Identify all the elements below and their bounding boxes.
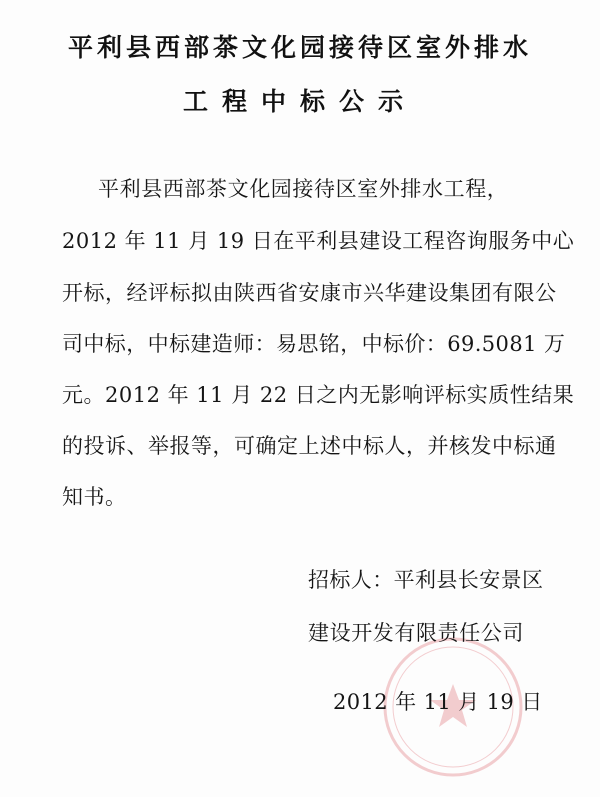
body-line-4: 司中标，中标建造师：易思铭，中标价：69.5081 万	[62, 332, 566, 356]
tenderer-line-2: 建设开发有限责任公司	[308, 621, 524, 645]
body-line-6: 的投诉、举报等，可确定上述中标人，并核发中标通	[62, 434, 557, 458]
body-line-5: 元。2012 年 11 月 22 日之内无影响评标实质性结果	[62, 383, 575, 407]
title-line-2: 工程中标公示	[182, 87, 417, 116]
body-line-2: 2012 年 11 月 19 日在平利县建设工程咨询服务中心	[62, 229, 575, 253]
body-line-1: 平利县西部茶文化园接待区室外排水工程，	[98, 177, 509, 201]
signature-date: 2012 年 11 月 19 日	[333, 690, 543, 714]
title-line-1: 平利县西部茶文化园接待区室外排水	[67, 33, 532, 62]
tenderer-line-1: 招标人：平利县长安景区	[308, 568, 544, 592]
body-line-7: 知书。	[62, 485, 127, 509]
body-line-3: 开标，经评标拟由陕西省安康市兴华建设集团有限公	[62, 281, 557, 305]
